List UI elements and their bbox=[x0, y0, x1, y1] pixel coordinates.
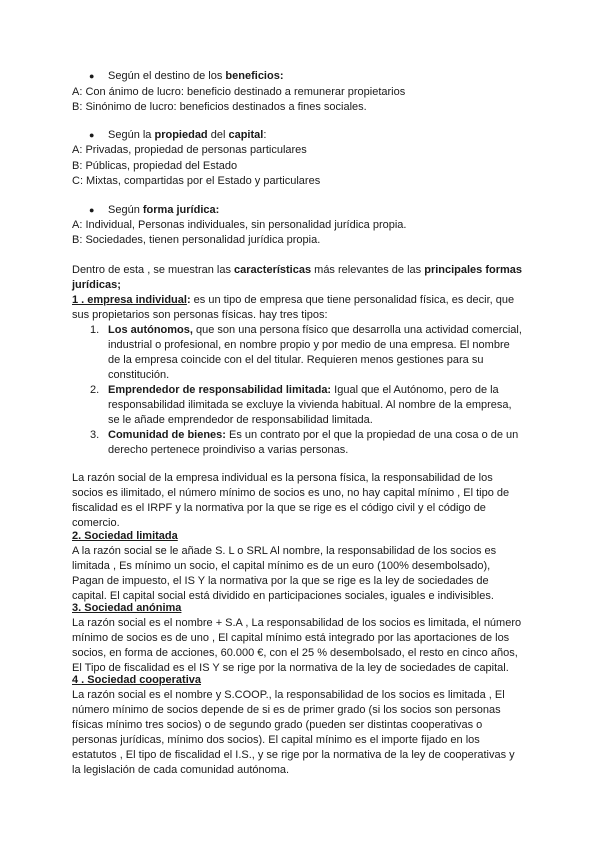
sec2-heading bbox=[108, 128, 266, 143]
emprendedor-line-1 bbox=[108, 383, 499, 398]
intro-bold2: principales formas bbox=[424, 264, 523, 276]
empresa-individual-heading: 1 . empresa individual bbox=[72, 294, 187, 306]
sociedad-limitada-line-4: capital. El capital social está dividido en participaciones sociales, iguales e indivisibles. bbox=[72, 590, 494, 602]
sociedad-anonima-heading: 3. Sociedad anónima bbox=[72, 602, 182, 614]
sec2-heading-bold2: capital bbox=[228, 129, 264, 141]
sec3-heading bbox=[108, 203, 219, 218]
sec1-heading-bold: beneficios: bbox=[225, 70, 284, 82]
sec3-heading-bold: forma jurídica: bbox=[142, 204, 220, 216]
sociedad-limitada-line-2: limitada , Es mínimo un socio, el capital mínimo es de un euro (100% desembolsado), bbox=[72, 560, 491, 572]
list-number: 2. bbox=[90, 384, 100, 396]
sec2-heading-mid: del bbox=[207, 129, 229, 141]
empresa-individual-rest: es un tipo de empresa que tiene personalidad física, es decir, que bbox=[190, 294, 515, 306]
intro-bold1: características bbox=[234, 264, 312, 276]
sociedad-limitada-line-1: A la razón social se le añade S. L o SRL Al nombre, la responsabilidad de los socios es bbox=[72, 545, 497, 557]
sociedad-cooperativa-line-5: estatutos , El tipo de fiscalidad el I.S., y se rige por la normativa de la ley de cooperativas y bbox=[72, 749, 515, 761]
intro-line-2: jurídicas; bbox=[72, 279, 121, 291]
autonomos-line-3: de la empresa coincide con el del titular. Requieren menos gestiones para su bbox=[108, 354, 484, 366]
sec3-option-a: A: Individual, Personas individuales, sin personalidad jurídica propia. bbox=[72, 219, 407, 231]
sociedad-anonima-line-4: El Tipo de fiscalidad es el IS Y se rige por la normativa de la ley de sociedades de capital. bbox=[72, 662, 509, 674]
sec3-option-b: B: Sociedades, tienen personalidad jurídica propia. bbox=[72, 234, 321, 246]
sociedad-limitada-line-3: Pagan de impuesto, el IS Y la normativa por la que se rige es la ley de sociedades de bbox=[72, 575, 489, 587]
sec1-option-b: B: Sinónimo de lucro: beneficios destinados a fines sociales. bbox=[72, 101, 367, 113]
emprendedor-text: Igual que el Autónomo, pero de la bbox=[331, 384, 499, 396]
empresa-individual-summary-3: fiscalidad es el IRPF y la normativa por la que se rige es el código civil y el código de bbox=[72, 502, 486, 514]
sociedad-limitada-heading: 2. Sociedad limitada bbox=[72, 530, 178, 542]
sec2-option-a: A: Privadas, propiedad de personas particulares bbox=[72, 144, 307, 156]
sec1-heading bbox=[108, 69, 284, 84]
comunidad-line-2: derecho pertenece proindiviso a varias personas. bbox=[108, 444, 349, 456]
empresa-individual-summary-2: socios es ilimitado, el número mínimo de socios es uno, no hay capital mínimo , El tipo de bbox=[72, 487, 510, 499]
sec2-heading-pre: Según la bbox=[108, 129, 155, 141]
empresa-individual-colon: : bbox=[186, 294, 191, 306]
empresa-individual-summary-1: La razón social de la empresa individual es la persona física, la responsabilidad de los bbox=[72, 472, 493, 484]
list-number: 1. bbox=[90, 324, 100, 336]
comunidad-text: Es un contrato por el que la propiedad de una cosa o de un bbox=[225, 429, 519, 441]
emprendedor-line-3: se le añade emprendedor de responsabilidad limitada. bbox=[108, 414, 373, 426]
empresa-individual-line-1 bbox=[72, 293, 514, 308]
sociedad-cooperativa-heading: 4 . Sociedad cooperativa bbox=[72, 674, 201, 686]
intro-mid: más relevantes de las bbox=[311, 264, 425, 276]
sociedad-cooperativa-line-6: la legislación de cada comunidad autónoma. bbox=[72, 764, 290, 776]
intro-line-1 bbox=[72, 263, 522, 278]
sociedad-anonima-line-1: La razón social es el nombre + S.A , La responsabilidad de los socios es limitada, el número bbox=[72, 617, 522, 629]
sociedad-anonima-line-3: socios, en forma de acciones, 60.000 €, con el 25 % desembolsado, el resto en cinco años, bbox=[72, 647, 518, 659]
empresa-individual-summary-4: comercio. bbox=[72, 517, 120, 529]
intro-pre: Dentro de esta , se muestran las bbox=[72, 264, 235, 276]
sociedad-cooperativa-line-4: personas jurídicas, mínimo dos socios). El capital mínimo es el importe fijado en los bbox=[72, 734, 480, 746]
emprendedor-line-2: responsabilidad ilimitada se excluye la vivienda habitual. Al nombre de la empresa, bbox=[108, 399, 512, 411]
bullet-icon: ● bbox=[89, 71, 95, 81]
list-number: 3. bbox=[90, 429, 100, 441]
sociedad-anonima-line-2: mínimo de socios es de uno , El capital mínimo está integrado por las aportaciones de los bbox=[72, 632, 510, 644]
sec1-option-a: A: Con ánimo de lucro: beneficio destinado a remunerar propietarios bbox=[72, 86, 406, 98]
emprendedor-bold: Emprendedor de responsabilidad limitada: bbox=[108, 384, 332, 396]
sec2-heading-bold1: propiedad bbox=[154, 129, 208, 141]
sec2-option-b: B: Públicas, propiedad del Estado bbox=[72, 160, 238, 172]
sociedad-cooperativa-line-3: físicas mínimo tres socios) o de segundo grado (pueden ser distintas cooperativas o bbox=[72, 719, 483, 731]
sec1-heading-text: Según el destino de los bbox=[108, 70, 226, 82]
sec2-heading-post: : bbox=[263, 129, 267, 141]
bullet-icon: ● bbox=[89, 205, 95, 215]
autonomos-line-2: industrial o profesional, en nombre propio y por medio de una empresa. El nombre bbox=[108, 339, 510, 351]
sec3-heading-pre: Según bbox=[108, 204, 143, 216]
bullet-icon: ● bbox=[89, 130, 95, 140]
empresa-individual-line-2: sus propietarios son personas físicas. hay tres tipos: bbox=[72, 309, 328, 321]
sociedad-cooperativa-line-1: La razón social es el nombre y S.COOP., la responsabilidad de los socios es limitada , El bbox=[72, 689, 505, 701]
autonomos-text: que son una persona físico que desarrolla una actividad comercial, bbox=[192, 324, 522, 336]
sec2-option-c: C: Mixtas, compartidas por el Estado y particulares bbox=[72, 175, 321, 187]
autonomos-line-4: constitución. bbox=[108, 369, 170, 381]
comunidad-bold: Comunidad de bienes: bbox=[108, 429, 226, 441]
sociedad-cooperativa-line-2: número mínimo de socios depende de si es de primer grado (si los socios son personas bbox=[72, 704, 501, 716]
autonomos-line-1 bbox=[108, 323, 522, 338]
autonomos-bold: Los autónomos, bbox=[108, 324, 193, 336]
comunidad-line-1 bbox=[108, 428, 518, 443]
